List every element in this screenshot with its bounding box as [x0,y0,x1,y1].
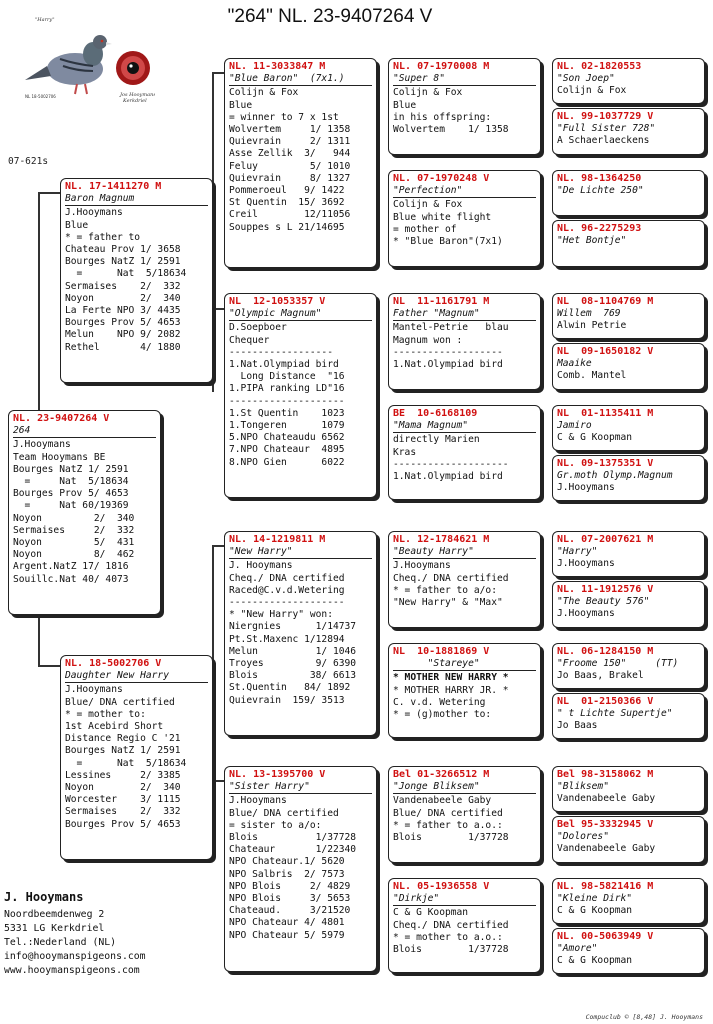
ring-number: NL. 99-1037729 V [557,111,654,122]
pigeon-name: "Mama Magnum" [393,420,536,433]
ring-number: NL. 05-1936558 V [393,881,490,892]
card-line: Blois 38/ 6613 [229,670,357,682]
email-link[interactable]: info@hooymanspigeons.com [4,951,146,962]
gg-grandparent-card[interactable] [552,693,705,739]
phone-line: Tel.:Nederland (NL) [4,937,117,948]
card-line: = winner to 7 x 1st [229,111,339,123]
pigeon-name: Gr.moth Olymp.Magnum [557,470,673,482]
great-grandparent-card[interactable] [388,58,541,155]
address-line: Noordbeemdenweg 2 [4,909,105,920]
card-line: C & G Koopman [393,907,469,919]
card-line: Worcester 3/ 1115 [65,794,181,806]
card-line: J.Hooymans [65,207,123,219]
subject-card[interactable] [8,410,161,615]
card-line: Vandenabeele Gaby [557,843,656,855]
card-line: Noyon 2/ 340 [65,292,181,304]
gg-grandparent-card[interactable] [552,405,705,451]
grandparent-card[interactable] [224,531,377,736]
page-title: "264" NL. 23-9407264 V [227,6,433,27]
card-line: Colijn & Fox [229,87,299,99]
ring-number: NL. 07-1970248 V [393,173,490,184]
card-line: Blue [393,99,417,111]
card-line: NPO Blois 3/ 5653 [229,893,351,905]
ring-number: NL. 98-1364250 [557,173,642,184]
card-line: 1.Nat.Olympiad bird [393,471,503,483]
card-line: ------------------ [229,346,333,358]
card-line: Colijn & Fox [393,87,463,99]
ring-number: NL. 00-5063949 V [557,931,654,942]
card-line: NPO Chateaur.1/ 5620 [229,856,345,868]
pigeon-name: "Froome 150" (TT) [557,658,679,670]
great-grandparent-card[interactable] [388,293,541,390]
card-line: 5.NPO Chateaudu 6562 [229,432,345,444]
logo-caption-small: NL 18-5002706 [25,94,56,99]
card-line: Kras [393,446,417,458]
card-line: 1.Nat.Olympiad bird [393,359,503,371]
card-line: Cheq./ DNA certified [393,919,509,931]
ring-number: NL. 17-1411270 M [65,181,162,192]
card-line: Creil 12/11056 [229,209,351,221]
card-line: Bourges NatZ 1/ 2591 [13,463,129,475]
card-line: Troyes 9/ 6390 [229,658,357,670]
card-line: J. Hooymans [229,560,293,572]
card-line: Blue [65,219,89,231]
pigeon-name: Father "Magnum" [393,308,536,321]
card-line: Blue [229,99,253,111]
card-line: -------------------- [393,458,509,470]
card-line: Quievrain 159/ 3513 [229,694,345,706]
ring-number: NL 01-1135411 M [557,408,654,419]
pigeon-name: Baron Magnum [65,193,208,206]
card-line: NPO Chateaur 4/ 4801 [229,917,345,929]
card-line: C. v.d. Wetering [393,696,486,708]
pigeon-name: 264 [13,425,156,438]
card-line: J.Hooymans [557,558,615,570]
ring-number: Bel 01-3266512 M [393,769,490,780]
card-line: = Nat 5/18634 [65,757,187,769]
pigeon-name: "Het Bontje" [557,235,627,247]
card-line: La Ferte NPO 3/ 4435 [65,305,181,317]
gg-grandparent-card[interactable] [552,220,705,267]
pigeon-name: "Amore" [557,943,598,955]
ring-number: NL 10-1881869 V [393,646,490,657]
card-line: Asse Zellik 3/ 944 [229,148,351,160]
card-line: Colijn & Fox [393,199,463,211]
card-line: St Quentin 15/ 3692 [229,197,345,209]
card-line: 1.Tongeren 1079 [229,420,345,432]
card-line: * = father to [65,231,141,243]
card-line: Distance Regio C '21 [65,733,181,745]
card-line: Bourges NatZ 1/ 2591 [65,745,181,757]
ring-number: BE 10-6168109 [393,408,478,419]
card-line: 8.NPO Gien 6022 [229,456,345,468]
card-line: Sermaises 2/ 332 [13,524,135,536]
card-line: = Nat 60/19369 [13,500,129,512]
card-line: ------------------- [393,346,503,358]
gg-grandparent-card[interactable] [552,343,705,390]
ring-number: NL. 12-1784621 M [393,534,490,545]
ring-number: NL. 11-1912576 V [557,584,654,595]
pigeon-name: " t Lichte Supertje" [557,708,673,720]
grandparent-card[interactable] [224,58,377,268]
card-line: Blois 1/37728 [393,944,509,956]
gg-grandparent-card[interactable] [552,455,705,501]
pigeon-name: "Stareye" [393,658,536,671]
card-line: Melun NPO 9/ 2082 [65,329,181,341]
card-line: 7.NPO Chateaur 4895 [229,444,345,456]
great-grandparent-card[interactable] [388,766,541,863]
father-card[interactable] [60,178,213,383]
card-line: Wolvertem 1/ 1358 [229,124,351,136]
great-grandparent-card[interactable] [388,531,541,628]
pigeon-name: "Olympic Magnum" [229,308,372,321]
card-line: Argent.NatZ 17/ 1816 [13,561,129,573]
pigeon-name: "The Beauty 576" [557,596,650,608]
ring-number: NL 08-1104769 M [557,296,654,307]
card-line: * = mother to a.o.: [393,931,503,943]
card-line: Blois 1/37728 [229,832,357,844]
connector-line [38,192,40,410]
card-line: Sermaises 2/ 332 [65,806,181,818]
card-line: NPO Chateaur 5/ 5979 [229,929,345,941]
card-line: 1st Acebird Short [65,721,164,733]
pigeon-name: "Dirkje" [393,893,536,906]
pigeon-name: "Bliksem" [557,781,609,793]
great-grandparent-card[interactable] [388,643,541,738]
card-line: = Nat 5/18634 [13,476,129,488]
card-line: Quievrain 8/ 1327 [229,172,351,184]
card-line: Vandenabeele Gaby [393,795,492,807]
card-line: Cheq./ DNA certified [393,572,509,584]
pigeon-name: "Sister Harry" [229,781,372,794]
card-line: Quievrain 2/ 1311 [229,136,351,148]
pigeon-name: "New Harry" [229,546,372,559]
card-line: C & G Koopman [557,432,633,444]
card-line: J.Hooymans [557,608,615,620]
card-line: Blue/ DNA certified [229,807,339,819]
logo-caption-right-1: Jos Hooymans [120,92,155,98]
pigeon-name: "Blue Baron" (7x1.) [229,73,372,86]
gg-grandparent-card[interactable] [552,766,705,812]
ring-number: NL. 09-1375351 V [557,458,654,469]
gg-grandparent-card[interactable] [552,581,705,628]
card-line: NPO Blois 2/ 4829 [229,880,351,892]
card-line: * = father to a/o: [393,584,497,596]
card-line: -------------------- [229,597,345,609]
card-line: J.Hooymans [557,482,615,494]
card-line: Pommeroeul 9/ 1422 [229,185,345,197]
card-line: A Schaerlaeckens [557,135,650,147]
card-line: Noyon 8/ 462 [13,549,135,561]
card-line: Chateaur 1/22340 [229,844,357,856]
gg-grandparent-card[interactable] [552,878,705,924]
gg-grandparent-card[interactable] [552,928,705,974]
card-line: Wolvertem 1/ 1358 [393,124,509,136]
card-line: = mother of [393,223,457,235]
card-line: Blois 1/37728 [393,832,509,844]
card-line: C & G Koopman [557,905,633,917]
card-line: NPO Salbris 2/ 7573 [229,868,345,880]
card-line: Vandenabeele Gaby [557,793,656,805]
ring-number: NL. 11-3033847 M [229,61,326,72]
pigeon-logo-icon [15,14,155,106]
card-line: * MOTHER HARRY JR. * [393,684,509,696]
gg-grandparent-card[interactable] [552,293,705,339]
card-line: J.Hooymans [229,795,287,807]
pigeon-name: Willem 769 [557,308,621,320]
card-line: Raced@C.v.d.Wetering [229,584,345,596]
card-line: * = mother to: [65,708,146,720]
card-line: * = father to a.o.: [393,819,503,831]
pigeon-name: "Super 8" [393,73,536,86]
card-line: -------------------- [229,395,345,407]
pigeon-name: Daughter New Harry [65,670,208,683]
card-line: in his offspring: [393,111,492,123]
card-line: * MOTHER NEW HARRY * [393,672,509,684]
card-line: "New Harry" & "Max" [393,597,503,609]
ring-number: NL. 06-1284150 M [557,646,654,657]
card-line: * = (g)mother to: [393,709,492,721]
card-line: Sermaises 2/ 332 [65,280,181,292]
ring-number: NL. 07-2007621 M [557,534,654,545]
card-line: J.Hooymans [13,439,71,451]
card-line: Magnum won : [393,334,463,346]
ring-number: NL. 02-1820553 [557,61,642,72]
ring-number: NL 01-2150366 V [557,696,654,707]
card-line: Long Distance "16 [229,371,345,383]
card-line: * "New Harry" won: [229,609,333,621]
gg-grandparent-card[interactable] [552,531,705,577]
logo-caption-right-2: Kerkdriel [123,98,147,104]
card-line: * "Blue Baron"(7x1) [393,236,503,248]
gg-grandparent-card[interactable] [552,108,705,155]
ring-number: NL 12-1053357 V [229,296,326,307]
card-line: J.Hooymans [393,560,451,572]
connector-line [38,615,40,665]
card-line: Cheq./ DNA certified [229,572,345,584]
gg-grandparent-card[interactable] [552,816,705,863]
pigeon-name: "De Lichte 250" [557,185,644,197]
card-line: Mantel-Petrie blau [393,322,509,334]
card-line: Noyon 5/ 431 [13,537,135,549]
grandparent-card[interactable] [224,766,377,972]
pigeon-name: "Harry" [557,546,598,558]
ring-number: NL. 18-5002706 V [65,658,162,669]
card-line: Chequer [229,334,270,346]
card-line: C & G Koopman [557,955,633,967]
contact-block [4,890,146,978]
grandparent-card[interactable] [224,293,377,498]
postal-line: 5331 LG Kerkdriel [4,923,105,934]
card-line: Blue/ DNA certified [65,696,175,708]
connector-line [38,665,62,667]
card-line: Alwin Petrie [557,320,627,332]
card-line: 1.PIPA ranking LD"16 [229,383,345,395]
ring-number: NL. 13-1395700 V [229,769,326,780]
pigeon-name: Maaike [557,358,592,370]
website-link[interactable]: www.hooymanspigeons.com [4,965,140,976]
ring-number: Bel 95-3332945 V [557,819,654,830]
footer-credit: Compuclub © [8,48] J. Hooymans [585,1013,703,1021]
ring-number: NL. 98-5821416 M [557,881,654,892]
ring-number: NL 09-1650182 V [557,346,654,357]
card-line: Chateau Prov 1/ 3658 [65,244,181,256]
card-line: Chateaud. 3/21520 [229,905,351,917]
great-grandparent-card[interactable] [388,170,541,267]
card-line: Comb. Mantel [557,370,627,382]
card-line: Bourges NatZ 1/ 2591 [65,256,181,268]
card-line: Niergnies 1/14737 [229,621,357,633]
great-grandparent-card[interactable] [388,405,541,500]
ring-number: NL. 96-2275293 [557,223,642,234]
owner-name: J. Hooymans [4,890,84,904]
card-line: St.Quentin 84/ 1892 [229,682,351,694]
ring-number: NL. 14-1219811 M [229,534,326,545]
card-line: Colijn & Fox [557,85,627,97]
card-line: J.Hooymans [65,684,123,696]
pigeon-name: "Kleine Dirk" [557,893,633,905]
pigeon-name: "Perfection" [393,185,536,198]
card-line: Rethel 4/ 1880 [65,341,181,353]
pigeon-name: "Dolores" [557,831,609,843]
card-line: = Nat 5/18634 [65,268,187,280]
pigeon-name: "Full Sister 728" [557,123,656,135]
pigeon-name: "Beauty Harry" [393,546,536,559]
card-line: D.Soepboer [229,322,287,334]
card-line: Blue white flight [393,211,492,223]
card-line: directly Marien [393,434,480,446]
card-line: Feluy 5/ 1010 [229,160,351,172]
breeder-logo [15,14,155,106]
card-line: Jo Baas, Brakel [557,670,644,682]
card-line: = sister to a/o: [229,819,322,831]
ring-number: Bel 98-3158062 M [557,769,654,780]
ring-number: NL. 07-1970008 M [393,61,490,72]
connector-line [38,192,62,194]
card-line: Noyon 2/ 340 [65,782,181,794]
pigeon-name: "Jonge Bliksem" [393,781,536,794]
card-line: Bourges Prov 5/ 4653 [65,317,181,329]
card-line: Bourges Prov 5/ 4653 [13,488,129,500]
mother-card[interactable] [60,655,213,860]
ring-number: NL. 23-9407264 V [13,413,110,424]
ring-number: NL 11-1161791 M [393,296,490,307]
card-line: 1.St Quentin 1023 [229,407,345,419]
gg-grandparent-card[interactable] [552,643,705,689]
gg-grandparent-card[interactable] [552,170,705,216]
logo-caption-left: "Harry" [35,17,55,23]
card-line: Team Hooymans BE [13,451,106,463]
side-code: 07-621s [8,156,49,167]
gg-grandparent-card[interactable] [552,58,705,104]
card-line: Melun 1/ 1046 [229,645,357,657]
card-line: Souppes s L 21/14695 [229,221,345,233]
card-line: Jo Baas [557,720,598,732]
card-line: Pt.St.Maxenc 1/12894 [229,633,345,645]
card-line: Souillc.Nat 40/ 4073 [13,573,129,585]
card-line: Lessines 2/ 3385 [65,769,181,781]
pigeon-name: Jamiro [557,420,592,432]
card-line: Noyon 2/ 340 [13,512,135,524]
card-line: Bourges Prov 5/ 4653 [65,818,181,830]
card-line: Blue/ DNA certified [393,807,503,819]
card-line: 1.Nat.Olympiad bird [229,359,339,371]
pigeon-name: "Son Joep" [557,73,615,85]
great-grandparent-card[interactable] [388,878,541,973]
